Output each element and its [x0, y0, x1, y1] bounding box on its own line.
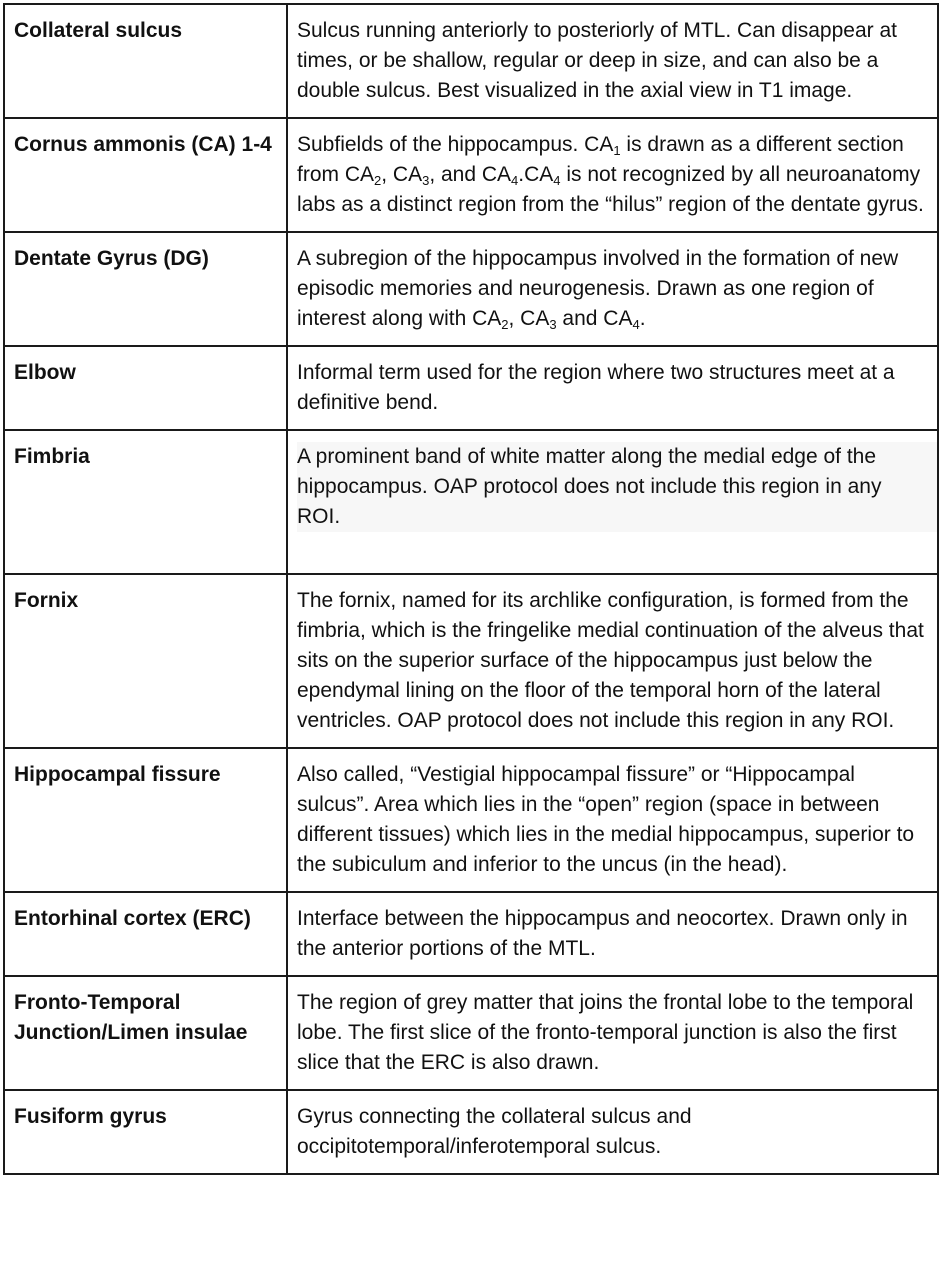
table-row [4, 1090, 938, 1174]
subscript: 4 [553, 173, 561, 188]
definition-cell [287, 232, 938, 346]
term-cell: Fronto-Temporal Junction/Limen insulae [4, 976, 287, 1090]
table-row [4, 118, 938, 232]
definition-cell: Interface between the hippocampus and neocortex. Drawn only in the anterior portions of the MTL. [287, 892, 938, 976]
subscript: 2 [501, 317, 509, 332]
definition-text: , and CA [429, 163, 512, 186]
term-cell: Collateral sulcus [4, 4, 287, 118]
definition-text: , CA [508, 307, 550, 330]
subscript: 4 [511, 173, 519, 188]
table-row [4, 430, 938, 574]
term-cell: Fornix [4, 574, 287, 748]
glossary-table [3, 3, 939, 1175]
definition-text: Subfields of the hippocampus. CA [297, 133, 614, 156]
definition-cell: Also called, “Vestigial hippocampal fissure” or “Hippocampal sulcus”. Area which lies in the “open” region (space in between different tissues) which lies in the medial hippocampus, superior to the subiculum and inferior to the uncus (in the head). [287, 748, 938, 892]
definition-cell: The region of grey matter that joins the frontal lobe to the temporal lobe. The first slice of the fronto-temporal junction is also the first slice that the ERC is also drawn. [287, 976, 938, 1090]
subscript: 3 [422, 173, 430, 188]
table-row [4, 4, 938, 118]
definition-text: A subregion of the hippocampus involved in the formation of new episodic memories and neurogenesis. Drawn as one region of interest along with CA [297, 247, 899, 330]
term-cell: Cornus ammonis (CA) 1-4 [4, 118, 287, 232]
term-cell: Entorhinal cortex (ERC) [4, 892, 287, 976]
definition-text: . [639, 307, 646, 330]
term-cell: Elbow [4, 346, 287, 430]
table-row [4, 748, 938, 892]
term-cell: Fusiform gyrus [4, 1090, 287, 1174]
definition-text: A prominent band of white matter along the medial edge of the hippocampus. OAP protocol does not include this region in any ROI. [297, 442, 939, 532]
table-row [4, 346, 938, 430]
subscript: 2 [374, 173, 382, 188]
term-cell: Hippocampal fissure [4, 748, 287, 892]
definition-cell: Gyrus connecting the collateral sulcus and occipitotemporal/inferotemporal sulcus. [287, 1090, 938, 1174]
definition-text: is not recognized by all neuroanatomy labs as a distinct region from the “hilus” region of the dentate gyrus. [297, 163, 924, 216]
definition-cell: Sulcus running anteriorly to posteriorly of MTL. Can disappear at times, or be shallow, regular or deep in size, and can also be a double sulcus. Best visualized in the axial view in T1 image. [287, 4, 938, 118]
definition-text: is drawn as a different section from CA [297, 133, 904, 186]
definition-cell: Informal term used for the region where two structures meet at a definitive bend. [287, 346, 938, 430]
table-row [4, 232, 938, 346]
definition-text: , CA [381, 163, 423, 186]
table-row [4, 892, 938, 976]
subscript: 1 [613, 143, 621, 158]
table-row [4, 976, 938, 1090]
term-cell: Dentate Gyrus (DG) [4, 232, 287, 346]
definition-text: and CA [556, 307, 633, 330]
definition-text: .CA [518, 163, 554, 186]
subscript: 4 [632, 317, 640, 332]
definition-cell: The fornix, named for its archlike configuration, is formed from the fimbria, which is the fringelike medial continuation of the alveus that sits on the superior surface of the hippocampus just below the ependymal lining on the floor of the temporal horn of the lateral ventricles. OAP protocol does not include this region in any ROI. [287, 574, 938, 748]
subscript: 3 [549, 317, 557, 332]
term-cell: Fimbria [4, 430, 287, 574]
definition-cell [287, 430, 938, 574]
table-row [4, 574, 938, 748]
definition-cell [287, 118, 938, 232]
